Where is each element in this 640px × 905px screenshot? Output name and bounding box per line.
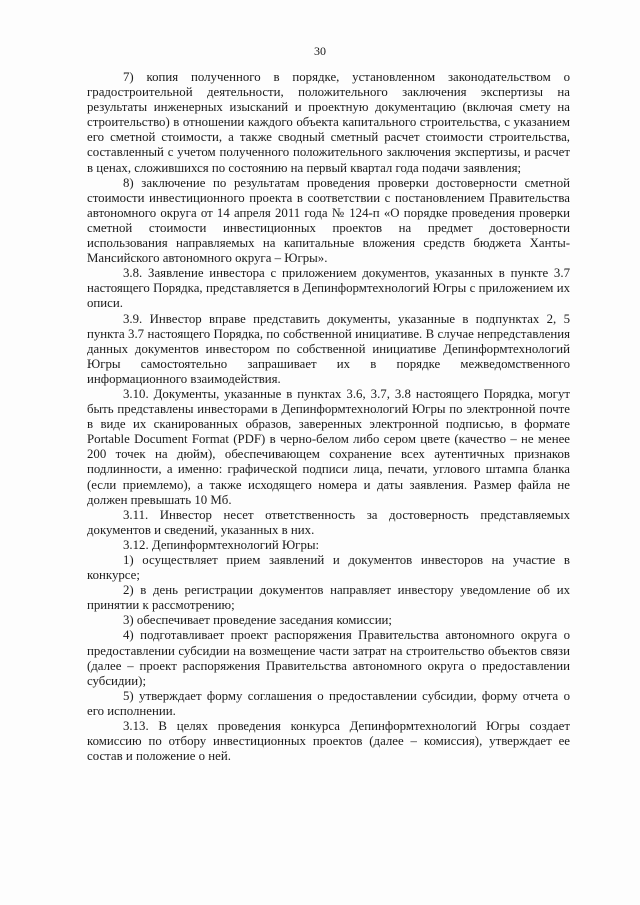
paragraph-3-12-item-3: 3) обеспечивает проведение заседания комиссии; [123,613,393,628]
paragraph-item-8: 8) заключение по результатам проведения проверки достоверности сметной стоимости инвестиционного проекта в соответствии с постановлением Правительства автономного округа от 14 апреля 2011 года № 124-п «О порядке проведения проверки сметной стоимости инвестиционных проектов на предмет достоверности использования направляемых на капитальные вложения средств бюджета Ханты-Мансийского автономного округа – Югры». [87,175,570,266]
paragraph-item-7: 7) копия полученного в порядке, установленном законодательством о градостроительной деятельности, положительного заключения экспертизы на результаты инженерных изысканий и проектную документацию (включая смету на строительство) в отношении каждого объекта капитального строительства, с указанием его сметной стоимости, а также сводный сметный расчет стоимости строительства, составленный с учетом полученного положительного заключения экспертизы, и расчет в ценах, сложившихся по состоянию на первый квартал года подачи заявления; [87,70,570,175]
paragraph-3-12-item-4: 4) подготавливает проект распоряжения Правительства автономного округа о предоставлении субсидии на возмещение части затрат на строительство объектов связи (далее – проект распоряжения Правительства автономного округа о предоставлении субсидии); [87,628,570,688]
paragraph-3-8: 3.8. Заявление инвестора с приложением документов, указанных в пункте 3.7 настоящего Порядка, представляется в Депинформтехнологий Югры с приложением их описи. [87,266,570,311]
paragraph-3-11: 3.11. Инвестор несет ответственность за достоверность представляемых документов и сведений, указанных в них. [87,507,570,537]
paragraph-3-12-heading: 3.12. Депинформтехнологий Югры: [123,537,320,552]
paragraph-3-12-item-5: 5) утверждает форму соглашения о предоставлении субсидии, форму отчета о его исполнении. [87,688,570,718]
paragraph-3-12-item-1: 1) осуществляет прием заявлений и документов инвесторов на участие в конкурсе; [87,553,570,583]
paragraph-3-10: 3.10. Документы, указанные в пунктах 3.6, 3.7, 3.8 настоящего Порядка, могут быть представлены инвесторами в Депинформтехнологий Югры по электронной почте в виде их сканированных образов, заверенных электронной подписью, в формате Portable Document Format (PDF) в черно-белом либо сером цвете (качество – не менее 200 точек на дюйм), обеспечивающем сохранение всех аутентичных признаков подлинности, а именно: графической подписи лица, печати, углового штампа бланка (если приемлемо), а также исходящего номера и даты заявления. Размер файла не должен превышать 10 Мб. [87,386,570,507]
paragraph-3-9: 3.9. Инвестор вправе представить документы, указанные в подпунктах 2, 5 пункта 3.7 настоящего Порядка, по собственной инициативе. В случае непредставления данных документов инвестором по собственной инициативе Депинформтехнологий Югры самостоятельно запрашивает их в порядке межведомственного информационного взаимодействия. [87,311,570,386]
document-body [87,70,570,764]
page-number: 30 [314,44,326,58]
paragraph-3-13: 3.13. В целях проведения конкурса Депинформтехнологий Югры создает комиссию по отбору инвестиционных проектов (далее – комиссия), утверждает ее состав и положение о ней. [87,719,570,764]
paragraph-3-12-item-2: 2) в день регистрации документов направляет инвестору уведомление об их принятии к рассмотрению; [87,583,570,613]
